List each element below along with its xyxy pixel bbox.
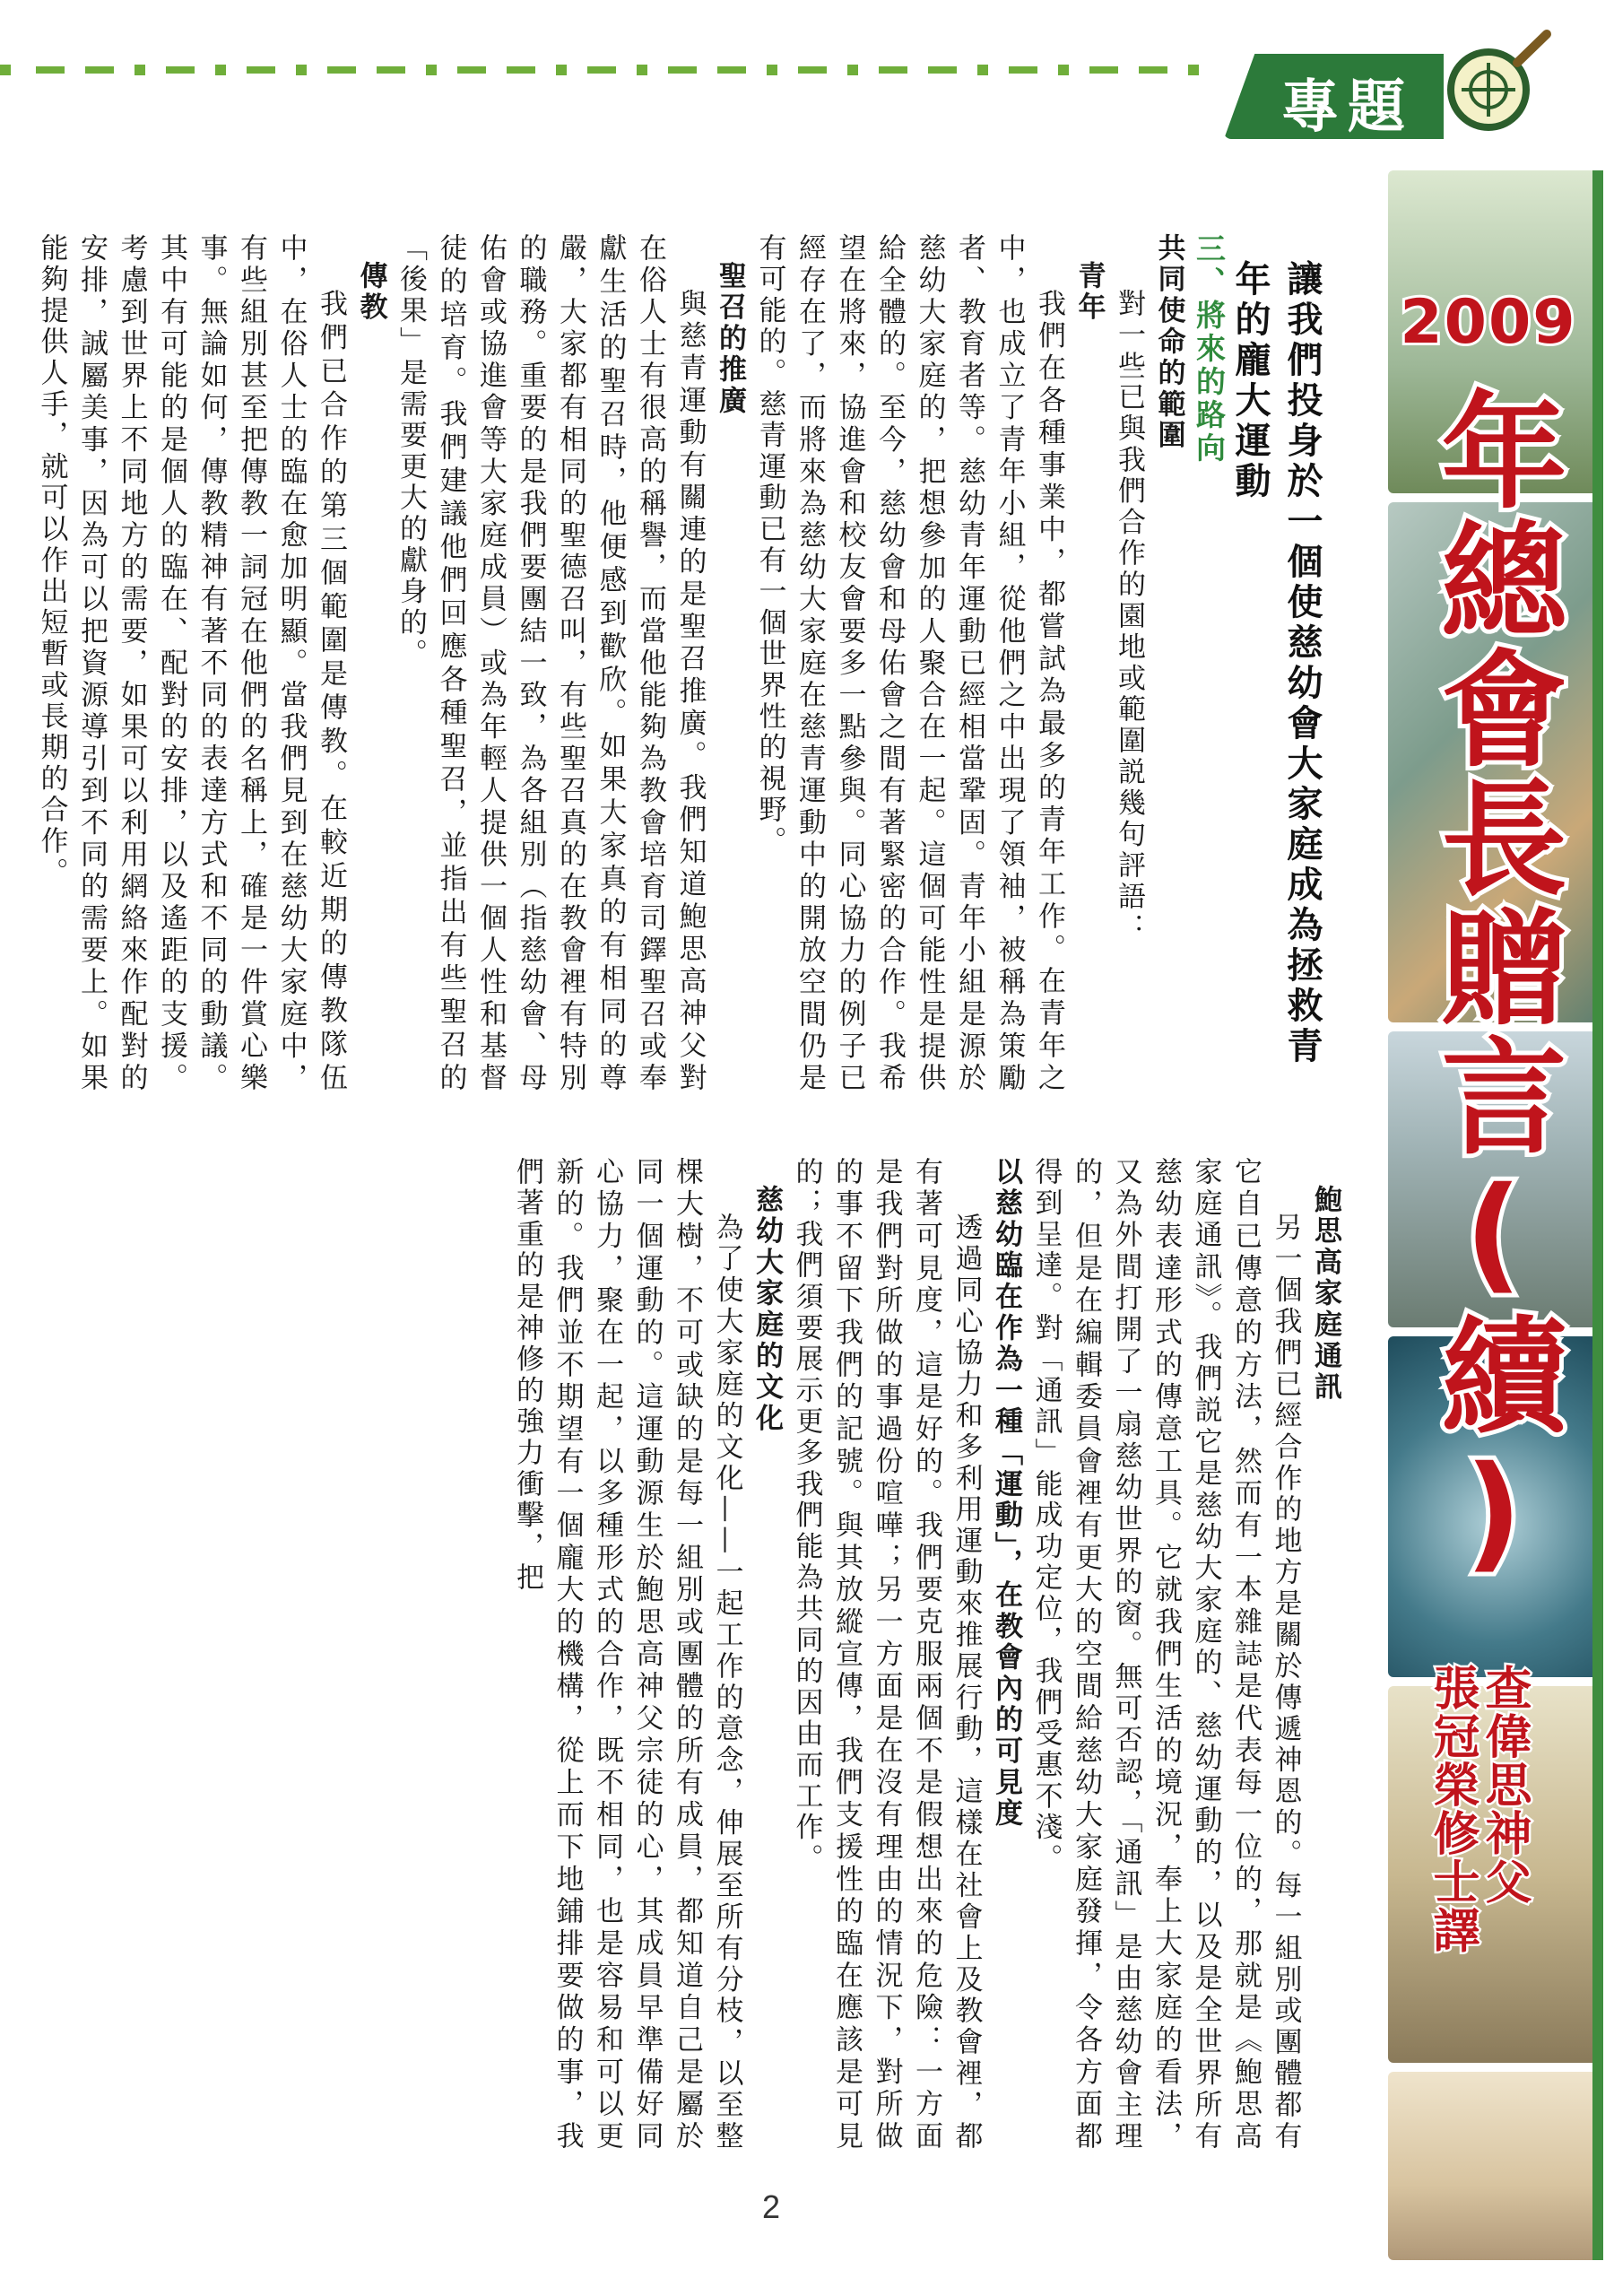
subsection-title: 以慈幼臨在作為一種「運動」，在教會內的可見度 xyxy=(990,1157,1022,1831)
subsection-title: 慈幼大家庭的文化 xyxy=(751,1185,783,1435)
hand-illustration xyxy=(1388,2072,1603,2260)
page-number: 2 xyxy=(761,2188,781,2225)
paragraph: 透過同心協力和多利用運動來推展行動，這樣在社會上及教會裡，都有著可見度，這是好的。我們要克服兩個不是假想出來的危險：一方面是我們對所做的事過份喧嘩；另一方面是在沒有理由的情況下，對所做的事不留下我們的記號。與其放縱宣傳，我們支援性的臨在應該是可見的；我們須要展示更多我們能為共同的因由而工作。 xyxy=(790,1157,983,2152)
section-label: 專題 xyxy=(1281,74,1414,141)
paragraph: 我們已合作的第三個範圍是傳教。在較近期的傳教隊伍中，在俗人士的臨在愈加明顯。當我們見到在慈幼大家庭中，有些組別甚至把傳教一詞冠在他們的名稱上，確是一件賞心樂事。無論如何，傳教精神有著不同的表達方式和不同的動議。其中有可能的是個人的臨在、配對的安排，以及遙距的支援。考慮到世界上不同地方的需要，如果可以利用網絡來作配對的安排，誠屬美事，因為可以把資源導引到不同的需要上。如果能夠提供人手，就可以作出短暫或長期的合作。 xyxy=(35,233,347,1094)
author-name: 查偉思神父 xyxy=(1477,1664,1531,1906)
lower-text-block xyxy=(126,1157,1345,2152)
subsection-title: 共同使命的範圍 xyxy=(1152,233,1185,452)
page-title: 年總會長贈言(續) xyxy=(1420,386,1566,1589)
title-year: 2009 xyxy=(1400,287,1577,358)
paragraph: 另一個我們已經合作的地方是關於傳遞神恩的。每一組別或團體都有它自已傳意的方法，然而有一本雜誌是代表每一位的，那就是《鮑思高家庭通訊》。我們説它是慈幼大家庭的、慈幼運動的，以及是全世界所有慈幼表達形式的傳意工具。它就我們生活的境況，奉上大家庭的看法，又為外間打開了一扇慈幼世界的窗。無可否認，「通訊」是由慈幼會主理的，但是在編輯委員會裡有更大的空間給慈幼大家庭發揮，令各方面都得到呈達。對「通訊」能成功定位，我們受惠不淺。 xyxy=(1029,1157,1302,2152)
paragraph: 為了使大家庭的文化——一起工作的意念，伸展至所有分枝，以至整棵大樹，不可或缺的是每一組別或團體的所有成員，都知道自己是屬於同一個運動的。這運動源生於鮑思高神父宗徒的心，其成員早準備好同心協力，聚在一起，以多種形式的合作，既不相同，也是容易和可以更新的。我們並不期望有一個龐大的機構，從上而下地鋪排要做的事，我們著重的是神修的強力衝擊，把 xyxy=(511,1157,743,2152)
paragraph: 對一些已與我們合作的園地或範圍説幾句評語： xyxy=(1113,289,1145,944)
upper-text-block xyxy=(35,233,1228,1094)
subsection-title: 聖召的推廣 xyxy=(714,261,746,417)
lede-text: 讓我們投身於一個使慈幼會大家庭成為拯救青年的龐大運動 xyxy=(1229,260,1323,1067)
subsection-title: 傳教 xyxy=(354,261,387,324)
subsection-title: 鮑思高家庭通訊 xyxy=(1309,1185,1341,1404)
subsection-title: 青年 xyxy=(1072,261,1106,324)
paragraph: 我們在各種事業中，都嘗試為最多的青年工作。在青年之中，也成立了青年小組，從他們之中出現了領袖，被稱為策勵者、教育者等。慈幼青年運動已經相當鞏固。青年小組是源於慈幼大家庭的，把想參加的人聚合在一起。這個可能性是提供給全體的。至今，慈幼會和母佑會之間有著緊密的合作。我希望在將來，協進會和校友會要多一點參與。同心協力的例子已經存在了，而將來為慈幼大家庭在慈青運動中的開放空間仍是有可能的。慈青運動已有一個世界性的視野。 xyxy=(753,233,1065,1094)
author-credit xyxy=(1426,1664,1530,1987)
translator-name: 張冠榮修士譯 xyxy=(1425,1664,1479,1954)
decorative-dashed-bar xyxy=(0,61,1219,79)
paragraph: 與慈青運動有關連的是聖召推廣。我們知道鮑思高神父對在俗人士有很高的稱譽，而當他能夠為教會培育司鐸聖召或奉獻生活的聖召時，他便感到歡欣。如果大家真的有相同的尊嚴，大家都有相同的聖德召叫，有些聖召真的在教會裡有特別的職務。重要的是我們要團結一致，為各組別（指慈幼會、母佑會或協進會等大家庭成員）或為年輕人提供一個人性和基督徒的培育。我們建議他們回應各種聖召，並指出有些聖召的「後果」是需要更大的獻身的。 xyxy=(395,233,707,1094)
magnifier-icon xyxy=(1435,27,1560,152)
section-heading: 三、將來的路向 xyxy=(1192,233,1227,465)
